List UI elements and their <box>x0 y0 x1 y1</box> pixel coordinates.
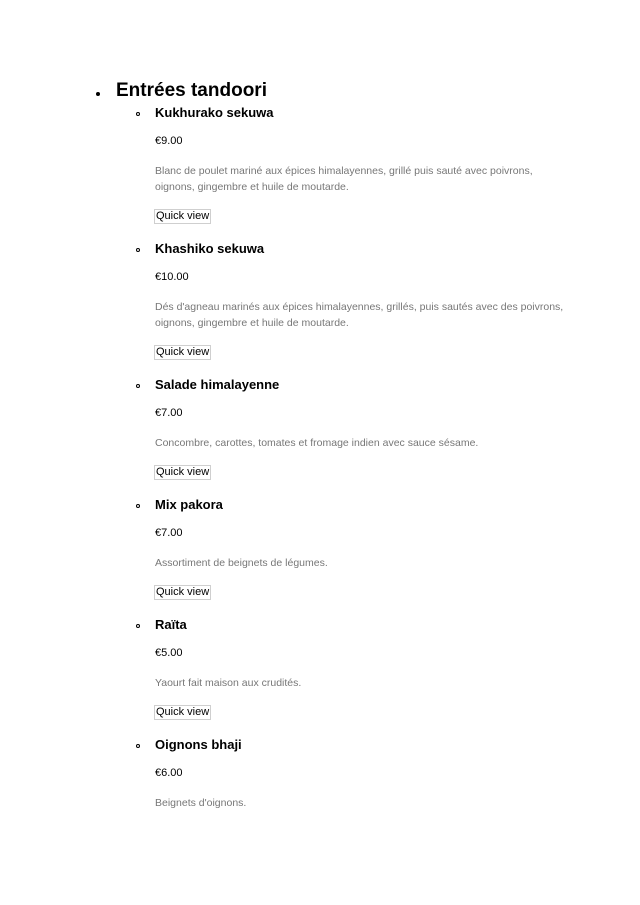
item-price: €9.00 <box>155 135 183 147</box>
item-description: Concombre, carottes, tomates et fromage indien avec sauce sésame. <box>155 437 479 449</box>
item-description: Beignets d'oignons. <box>155 797 247 809</box>
bullet-circle-icon <box>136 504 140 508</box>
item-price: €10.00 <box>155 271 189 283</box>
item-price: €5.00 <box>155 647 183 659</box>
bullet-circle-icon <box>136 384 140 388</box>
item-price: €7.00 <box>155 407 183 419</box>
quick-view-button[interactable]: Quick view <box>156 706 210 718</box>
item-name: Raïta <box>155 617 187 632</box>
item-description: Blanc de poulet mariné aux épices himalayennes, grillé puis sauté avec poivrons, oignons, gingembre et huile de moutarde. <box>155 165 533 193</box>
category-title: Entrées tandoori <box>116 80 267 101</box>
quick-view-button[interactable]: Quick view <box>156 586 210 598</box>
item-description: Yaourt fait maison aux crudités. <box>155 677 302 689</box>
item-name: Mix pakora <box>155 497 223 512</box>
item-description: Dés d'agneau marinés aux épices himalayennes, grillés, puis sautés avec des poivrons, oignons, gingembre et huile de moutarde. <box>155 301 564 329</box>
item-price: €7.00 <box>155 527 183 539</box>
item-name: Salade himalayenne <box>155 377 280 392</box>
item-name: Khashiko sekuwa <box>155 241 265 256</box>
bullet-circle-icon <box>136 248 140 252</box>
item-price: €6.00 <box>155 767 183 779</box>
bullet-disc-icon <box>96 92 100 96</box>
item-description: Assortiment de beignets de légumes. <box>155 557 328 569</box>
quick-view-button[interactable]: Quick view <box>156 466 210 478</box>
item-name: Oignons bhaji <box>155 737 242 752</box>
bullet-circle-icon <box>136 112 140 116</box>
quick-view-button[interactable]: Quick view <box>156 346 210 358</box>
quick-view-button[interactable]: Quick view <box>156 210 210 222</box>
bullet-circle-icon <box>136 624 140 628</box>
item-name: Kukhurako sekuwa <box>155 105 274 120</box>
bullet-circle-icon <box>136 744 140 748</box>
